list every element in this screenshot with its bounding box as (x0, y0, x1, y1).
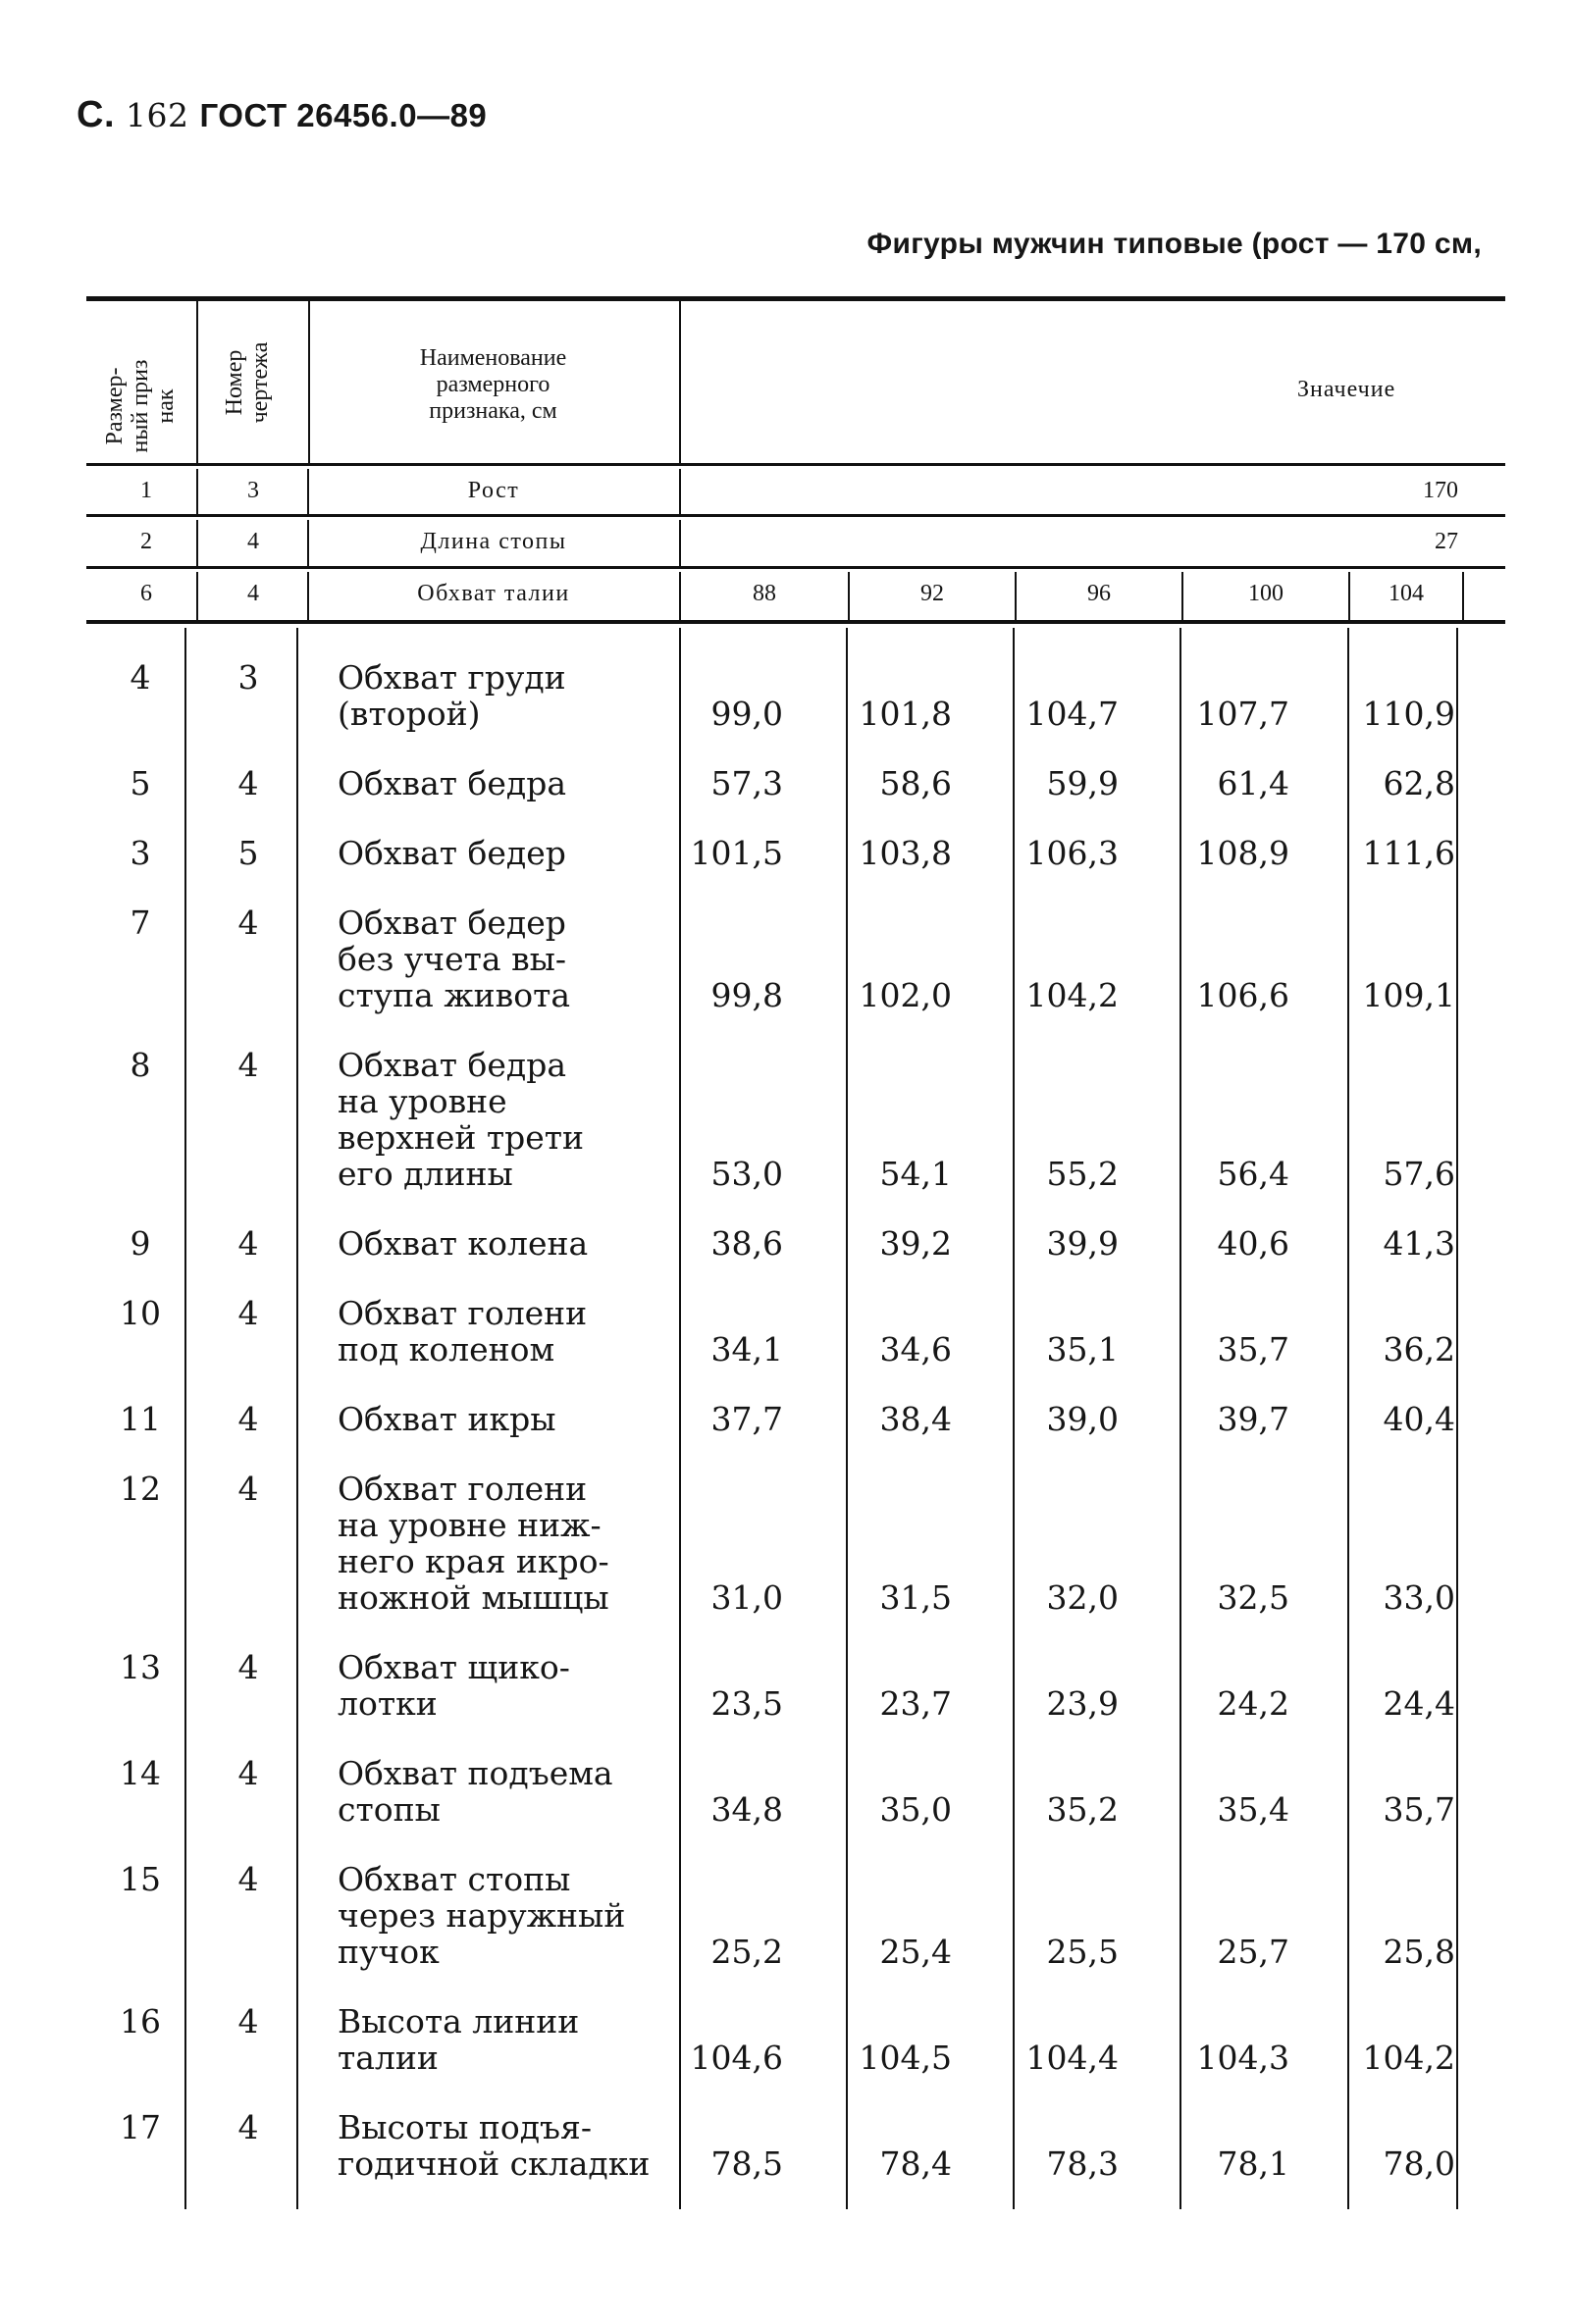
row-value: 39,2 (879, 1224, 952, 1263)
row-value: 33,0 (1383, 1578, 1455, 1617)
fixed-row-value: 170 (1423, 478, 1458, 503)
row-name: Высоты подъя- годичной складки (338, 2108, 651, 2183)
row1-divider-1 (196, 469, 198, 514)
row-value: 23,9 (1046, 1684, 1119, 1723)
body-divider-1 (184, 628, 186, 2209)
row-value: 39,0 (1046, 1400, 1119, 1438)
row-id: 17 (120, 2108, 161, 2146)
row-drawing: 4 (237, 904, 259, 942)
row-id: 14 (120, 1754, 161, 1792)
row-value: 41,3 (1383, 1224, 1455, 1263)
row-value: 62,8 (1383, 764, 1455, 802)
row-value: 35,1 (1046, 1330, 1119, 1369)
row-name: Высота линии талии (338, 2002, 580, 2077)
row-value: 34,6 (879, 1330, 952, 1369)
row-value: 24,4 (1383, 1684, 1455, 1723)
row-id: 4 (130, 658, 151, 697)
page-prefix: С. (77, 94, 115, 135)
row-value: 61,4 (1217, 764, 1289, 802)
row-value: 104,6 (690, 2039, 783, 2077)
row-value: 104,4 (1025, 2039, 1119, 2077)
row-value: 103,8 (859, 834, 952, 872)
row-value: 32,5 (1217, 1578, 1289, 1617)
header-feature-number: Размер- ный приз нак (102, 359, 179, 453)
waist-value: 96 (1087, 581, 1111, 606)
row2-divider-3 (679, 520, 681, 566)
row-id: 9 (130, 1224, 151, 1263)
row-name: Обхват бедра на уровне верхней трети его длины (338, 1046, 585, 1193)
row-name: Обхват голени под коленом (338, 1294, 588, 1369)
row-value: 35,7 (1217, 1330, 1289, 1369)
row-value: 40,4 (1383, 1400, 1455, 1438)
row-value: 104,2 (1025, 976, 1119, 1014)
row-name: Обхват груди (второй) (338, 658, 566, 733)
row-name: Обхват подъема стопы (338, 1754, 613, 1829)
row-drawing: 4 (237, 1224, 259, 1263)
row-value: 23,7 (879, 1684, 952, 1723)
row2-divider-2 (307, 520, 309, 566)
row-value: 56,4 (1217, 1155, 1289, 1193)
row-value: 59,9 (1046, 764, 1119, 802)
waist-divider-1 (196, 572, 198, 620)
body-divider-8 (1456, 628, 1458, 2209)
row-drawing: 4 (237, 2108, 259, 2146)
row-value: 104,2 (1362, 2039, 1455, 2077)
row-value: 31,5 (879, 1578, 952, 1617)
row-value: 53,0 (710, 1155, 783, 1193)
row-value: 104,3 (1196, 2039, 1289, 2077)
row-value: 35,2 (1046, 1790, 1119, 1829)
header-divider-1 (196, 301, 198, 463)
row-value: 101,8 (859, 695, 952, 733)
row-id: 7 (130, 904, 151, 942)
table-top-rule (86, 296, 1505, 301)
page-header (77, 94, 487, 136)
row-drawing: 3 (237, 658, 259, 697)
row-name: Обхват бедер без учета вы- ступа живота (338, 904, 571, 1014)
waist-divider-2 (307, 572, 309, 620)
row-value: 78,4 (879, 2144, 952, 2183)
row-name: Обхват бедра (338, 764, 567, 802)
row-value: 101,5 (690, 834, 783, 872)
row-drawing: 4 (237, 1046, 259, 1084)
body-divider-2 (296, 628, 298, 2209)
fixed-row-name: Длина стопы (420, 529, 567, 554)
row-value: 31,0 (710, 1578, 783, 1617)
row-value: 25,7 (1217, 1933, 1289, 1971)
row-value: 24,2 (1217, 1684, 1289, 1723)
row-value: 32,0 (1046, 1578, 1119, 1617)
row1-divider-2 (307, 469, 309, 514)
row-value: 25,5 (1046, 1933, 1119, 1971)
waist-row-name: Обхват талии (417, 581, 570, 606)
row-drawing: 4 (237, 1400, 259, 1438)
row-drawing: 4 (237, 764, 259, 802)
row-value: 99,0 (710, 695, 783, 733)
row-name: Обхват щико- лотки (338, 1648, 570, 1723)
row-id: 15 (120, 1860, 161, 1898)
row-value: 107,7 (1196, 695, 1289, 733)
waist-row-bottom-rule (86, 620, 1505, 624)
row-value: 40,6 (1217, 1224, 1289, 1263)
row-id: 3 (130, 834, 151, 872)
row-id: 13 (120, 1648, 161, 1686)
row-drawing: 4 (237, 1294, 259, 1332)
table-title: Фигуры мужчин типовые (рост — 170 см, (866, 228, 1482, 260)
fixed-row-id: 2 (140, 529, 152, 554)
row1-divider-3 (679, 469, 681, 514)
row-value: 37,7 (710, 1400, 783, 1438)
waist-value: 92 (920, 581, 944, 606)
fixed-row-drawing: 3 (247, 478, 259, 503)
header-value: Значечие (1297, 377, 1396, 402)
header-drawing-number: Номер чертежа (222, 341, 273, 424)
row-value: 35,4 (1217, 1790, 1289, 1829)
row-value: 58,6 (879, 764, 952, 802)
row-name: Обхват икры (338, 1400, 556, 1438)
row-value: 55,2 (1046, 1155, 1119, 1193)
row-drawing: 5 (237, 834, 259, 872)
fixed-row-name: Рост (467, 478, 520, 503)
row-drawing: 4 (237, 1754, 259, 1792)
row-drawing: 4 (237, 1860, 259, 1898)
row-value: 35,0 (879, 1790, 952, 1829)
row-value: 57,6 (1383, 1155, 1455, 1193)
row-id: 5 (130, 764, 151, 802)
row-value: 54,1 (879, 1155, 952, 1193)
row-value: 25,2 (710, 1933, 783, 1971)
row-name: Обхват голени на уровне ниж- него края икро- ножной мышцы (338, 1470, 609, 1617)
row-drawing: 4 (237, 2002, 259, 2040)
row-value: 38,6 (710, 1224, 783, 1263)
row-name: Обхват бедер (338, 834, 566, 872)
row-id: 11 (120, 1400, 161, 1438)
row-id: 12 (120, 1470, 161, 1508)
header-bottom-rule (86, 463, 1505, 466)
row1-bottom-rule (86, 514, 1505, 517)
row-name: Обхват стопы через наружный пучок (338, 1860, 626, 1971)
row-drawing: 4 (237, 1470, 259, 1508)
row-value: 38,4 (879, 1400, 952, 1438)
fixed-row-drawing: 4 (247, 529, 259, 554)
header-feature-name: Наименование размерного признака, см (419, 345, 567, 424)
row-name: Обхват колена (338, 1224, 589, 1263)
row-value: 104,7 (1025, 695, 1119, 733)
row-id: 16 (120, 2002, 161, 2040)
row2-bottom-rule (86, 566, 1505, 569)
row-value: 78,1 (1217, 2144, 1289, 2183)
row-drawing: 4 (237, 1648, 259, 1686)
page-number: 162 (126, 96, 189, 134)
row-value: 106,6 (1196, 976, 1289, 1014)
row-value: 36,2 (1383, 1330, 1455, 1369)
row-value: 25,4 (879, 1933, 952, 1971)
waist-row-drawing: 4 (247, 581, 259, 606)
row-id: 10 (120, 1294, 161, 1332)
waist-value: 88 (753, 581, 776, 606)
fixed-row-value: 27 (1435, 529, 1458, 554)
row-id: 8 (130, 1046, 151, 1084)
header-divider-3 (679, 301, 681, 463)
waist-divider-8 (1462, 572, 1464, 620)
row-value: 78,5 (710, 2144, 783, 2183)
waist-value: 100 (1248, 581, 1284, 606)
row-value: 108,9 (1196, 834, 1289, 872)
row2-divider-1 (196, 520, 198, 566)
row-value: 78,0 (1383, 2144, 1455, 2183)
row-value: 57,3 (710, 764, 783, 802)
waist-value: 104 (1389, 581, 1424, 606)
row-value: 39,9 (1046, 1224, 1119, 1263)
row-value: 111,6 (1362, 834, 1455, 872)
row-value: 25,8 (1383, 1933, 1455, 1971)
row-value: 109,1 (1362, 976, 1455, 1014)
row-value: 35,7 (1383, 1790, 1455, 1829)
row-value: 78,3 (1046, 2144, 1119, 2183)
row-value: 39,7 (1217, 1400, 1289, 1438)
row-value: 110,9 (1362, 695, 1455, 733)
fixed-row-id: 1 (140, 478, 152, 503)
row-value: 34,1 (710, 1330, 783, 1369)
row-value: 34,8 (710, 1790, 783, 1829)
row-value: 106,3 (1025, 834, 1119, 872)
row-value: 104,5 (859, 2039, 952, 2077)
standard-code: ГОСТ 26456.0—89 (199, 97, 488, 133)
row-value: 102,0 (859, 976, 952, 1014)
row-value: 23,5 (710, 1684, 783, 1723)
row-value: 99,8 (710, 976, 783, 1014)
waist-row-id: 6 (140, 581, 152, 606)
